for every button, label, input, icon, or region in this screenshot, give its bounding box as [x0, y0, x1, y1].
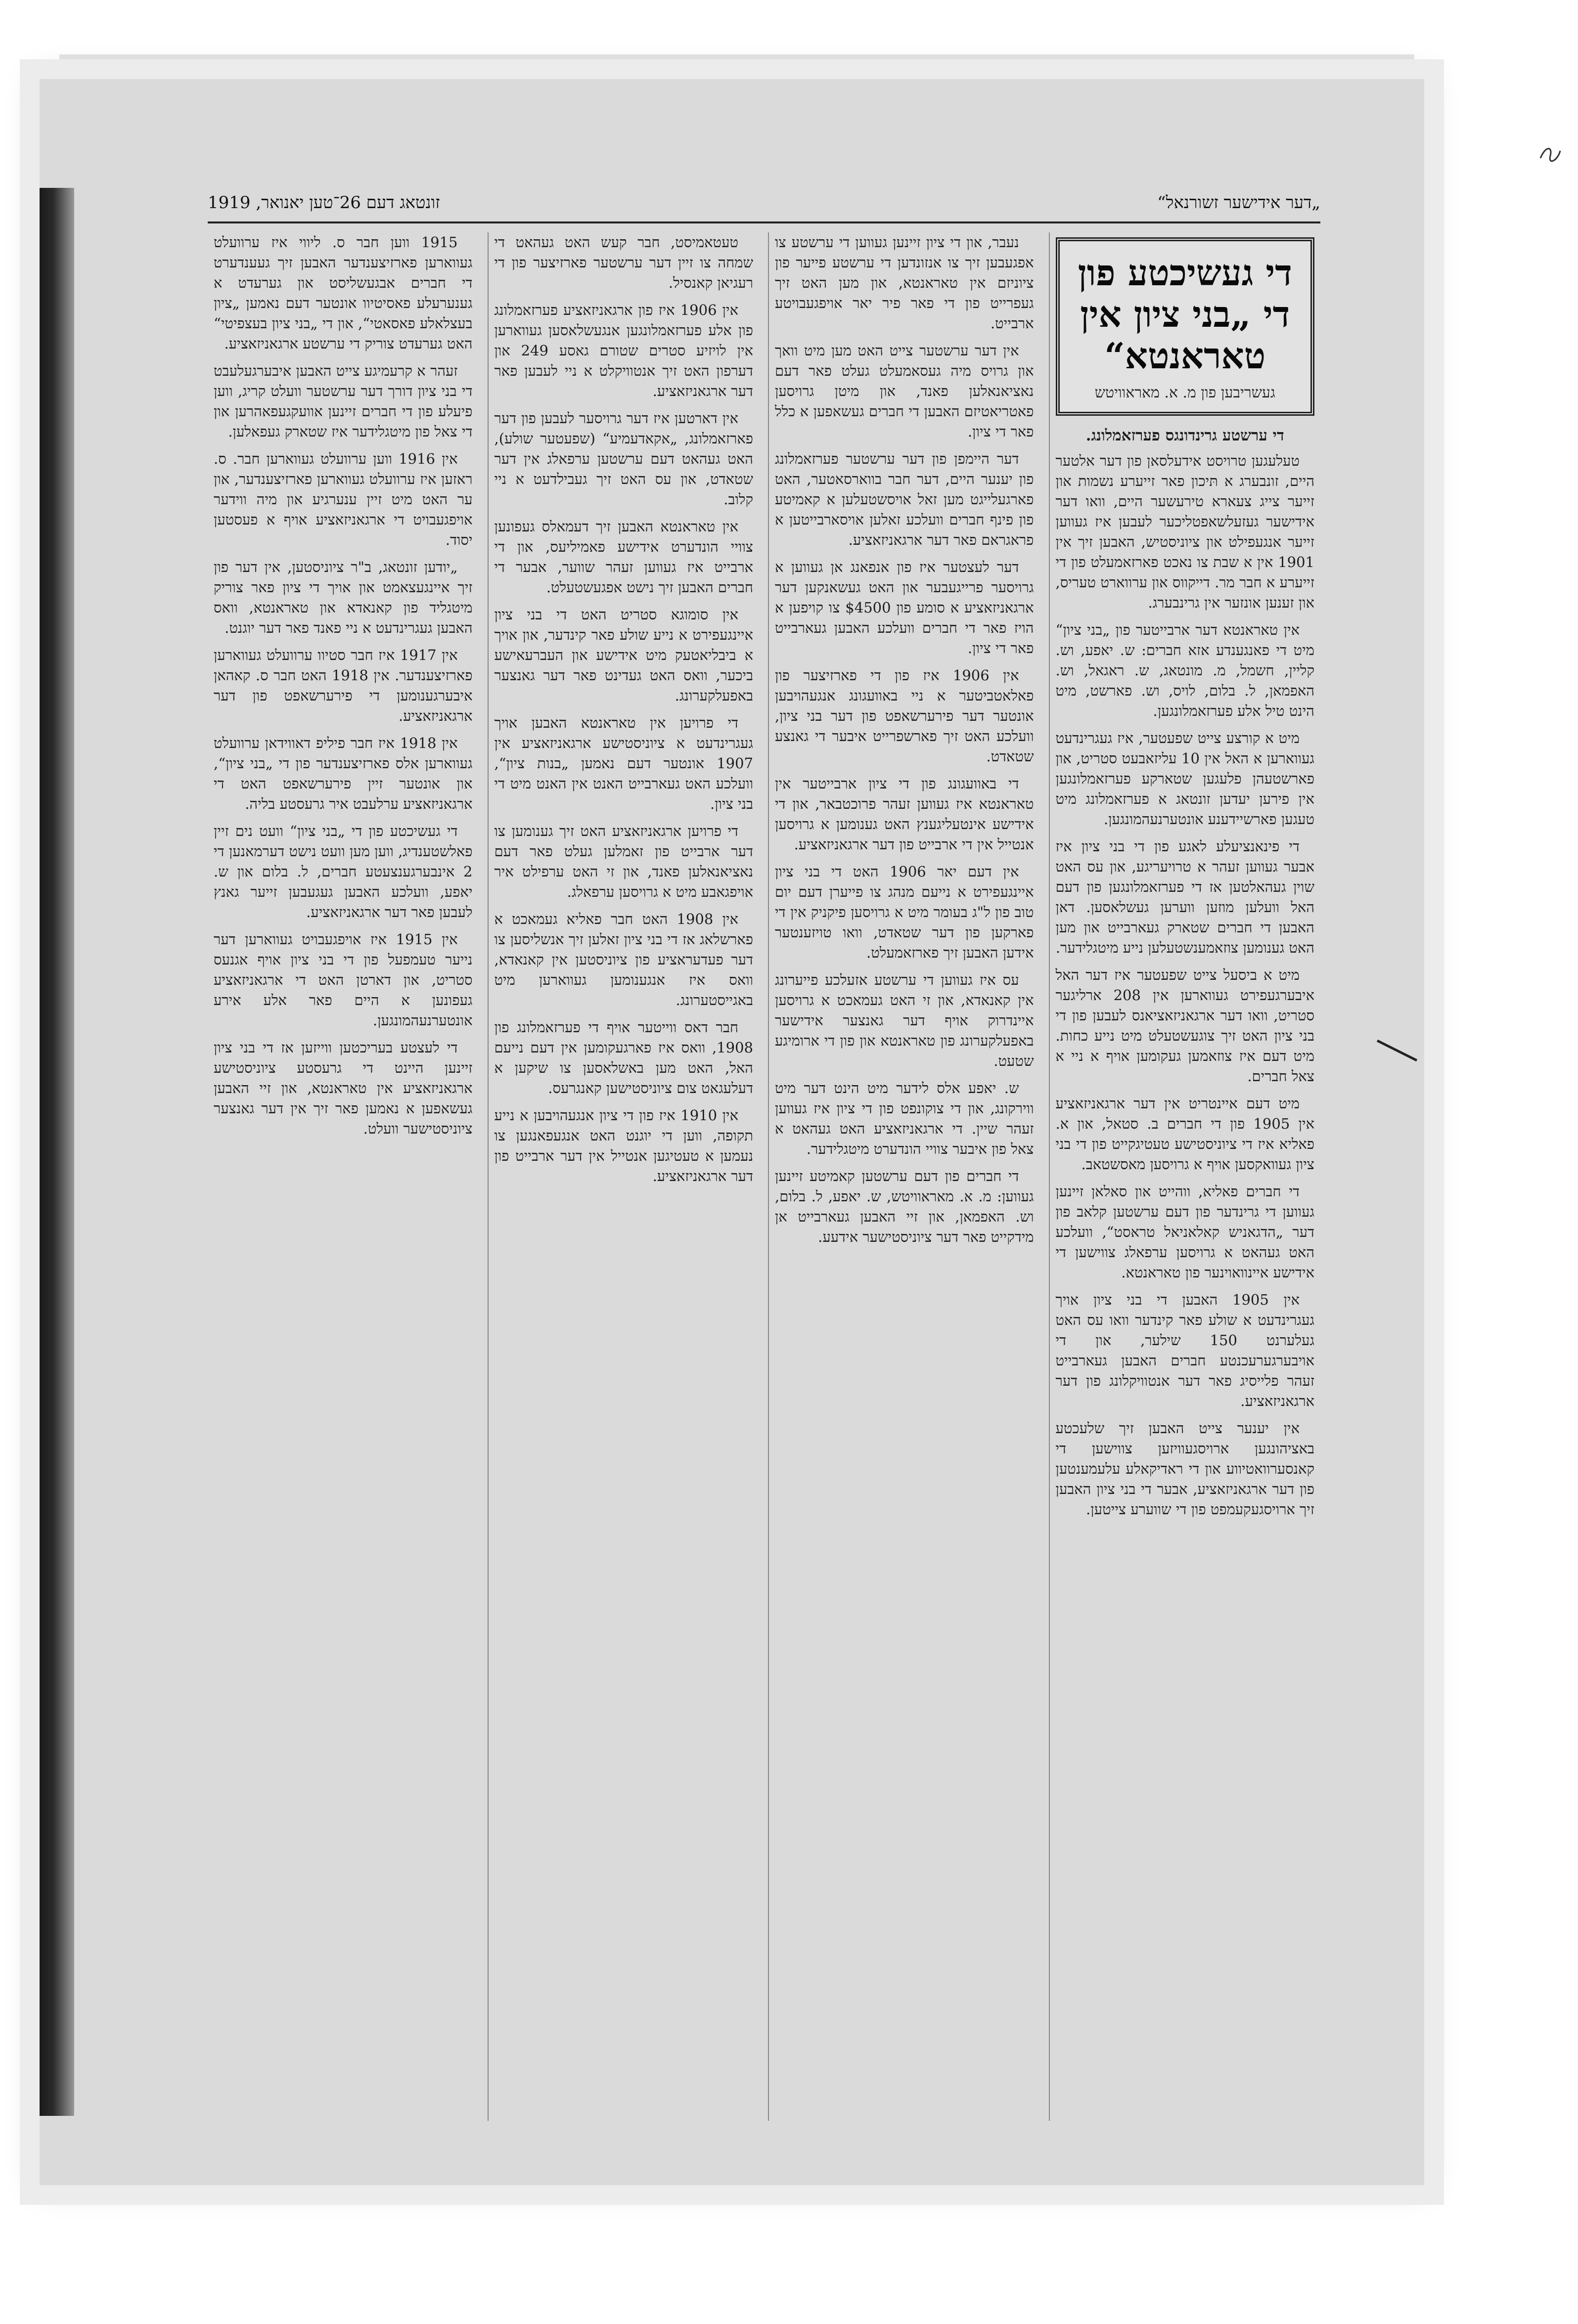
paragraph: אין יענער צייט האבען זיך שלעכטע באציהונגען ארויסגעוויזען צווישען די קאנסערוואטיווע און די ראדיקאלע עלעמענטען פון דער ארגאניזאציע, אבער די בני ציון האבען זיך ארויסגעקעמפט פון די שווערע צייטען. [1055, 1420, 1314, 1518]
paragraph: די געשיכטע פון די „בני ציון“ וועט נים זיין פאלשטענדיג, ווען מען וועט נישט דערמאנען די 2 אינבערגענצעטע חברים, ל. בלום און ש. יאפע, וועלכע האבען געגעבען זייער גאנץ לעבען פאר דער ארגאניזאציע. [214, 823, 473, 921]
byline: געשריבען פון מ. א. מאראוויטש [1094, 384, 1275, 401]
paragraph: מיט דעם איינטריט אין דער ארגאניזאציע אין 1905 פון די חברים ב. סטאל, און א. פאליא איז די ציוניסטישע טעטיגקייט פון די בני ציון געוואקסען אויף א גרויסען מאסשטאב. [1055, 1095, 1314, 1173]
paragraph: אין טאראנטא דער ארבייטער פון „בני ציון“ מיט די פאנגענדע אזא חברים: ש. יאפע, וש. קליין, חשמל, מ. מונטאג, ש. ראגאל, וש. האפמאן, ל. בלום, לויס, וש. פארשט, מיט הינט טיל אלע פערזאמלונגען. [1055, 621, 1314, 719]
paragraph: אין 1905 האבען די בני ציון אויך געגרינדעט א שולע פאר קינדער וואו עס האט געלערנט 150 שילער, און די אויבערגערעכנטע חברים האבען געארבייט זעהר פלייסיג פאר דער אנטוויקלונג פון דער ארגאניזאציע. [1055, 1291, 1314, 1409]
headline-box [1056, 237, 1315, 416]
masthead-paper-name: „דער אידישער זשורנאל“ [1157, 193, 1320, 213]
paragraph: זעהר א קרעמיגע צייט האבען איבערגעלעבט די בני ציון דורך דער ערשטער וועלט קריג, ווען פיעלע פון די חברים זיינען אוועקגעפאהרען און די צאל פון מיטגלידער איז שטארק געפאלען. [214, 362, 473, 440]
paragraph: טעלעגען טרויסט אידעלסאן פון דער אלטער היים, זונבערג א תּיכון פאר זייערע נשמות און זייער צייג צעארא טירעשער היים, וואו דער אידישער געזעלשאפטליכער לעבען איז געווען זייער אנגעפילט און ציוניסטיש, האבען זיך אין 1901 אין א שבת צו נאכט פארזאמעלט פון די זייערע א חבר מר. דייקווס און ערווארט טעריס, און זענען אונזער אין גרינבערג. [1055, 452, 1314, 611]
paragraph: אין 1910 איז פון די ציון אנגעהויבען א נייע תקופה, ווען די יוגנט האט אנגעפאנגען צו נעמען א טעטיגען אנטייל אין דער ארבייט פון דער ארגאניזאציע. [494, 1107, 753, 1184]
paragraph: ש. יאפע אלס לידער מיט הינט דער מיט ווירקונג, און די צוקונפט פון די ציון איז געווען זעהר שיין. די ארגאניזאציע האט געהאט א צאל פון איבער צוויי הונדערט מיטגלידער. [775, 1080, 1034, 1157]
paragraph: אין דעם יאר 1906 האט די בני ציון איינגעפירט א נייעם מנהג צו פייערן דעם יום טוב פון ל"ג בעומר מיט א גרויסען פיקניק אין די פארקען פון דער שטאדט, וואו טויזענטער אידען האבען זיך פארזאמעלט. [775, 863, 1034, 961]
paragraph: די לעצטע בעריכטען ווייזען אז די בני ציון זיינען היינט די גרעסטע ציוניסטישע ארגאניזאציע אין טאראנטא, און זיי האבען געשאפען א נאמען פאר זיך אין דער גאנצער ציוניסטישער וועלט. [214, 1039, 473, 1137]
paragraph: אין 1908 האט חבר פאליא געמאכט א פארשלאג אז די בני ציון זאלען זיך אנשליסען צו דער פעדעראציע פון ציוניסטען אין קאנאדא, וואס איז אנגענומען געווארען מיט באגייסטערונג. [494, 911, 753, 1009]
paragraph: אין 1915 איז אויפגעבויט געווארען דער נייער טעמפעל פון די בני ציון אויף אגנעס סטריט, און דארטן האט די ארגאניזאציע געפונען א היים פאר אלע אירע אונטערנעהמונגען. [214, 931, 473, 1029]
binding-shadow [40, 188, 74, 2116]
paragraph: אין 1917 איז חבר סטיוו ערוועלט געווארען פארזיצענדער. אין 1918 האט חבר ס. קאהאן איבערגענומען די פירערשאפט פון דער ארגאניזאציע. [214, 647, 473, 724]
section-subhead: די ערשטע גרינדונגס פערזאמלונג. [1085, 427, 1284, 444]
column-2 [768, 232, 1040, 2121]
paragraph: אין 1916 ווען ערוועלט געווארען חבר. ס. ראזען איז ערוועלט געווארען פארזיצענדער, און ער האט מיט זיין ענערגיע און מיה ווידער אויפגעבויט די ארגאניזאציע אויף א פעסטען יסוד. [214, 450, 473, 548]
paragraph: מיט א קורצע צייט שפעטער, איז געגרינדעט געווארען א האל אין 10 עליזאבעט סטריט, און פארשטעהן פלעגען שטארקע פערזאמלונגען אין פירען יעדען זונטאג א פערזאמלונג מיט טעגען פארשיידענע אונטערנעהמונגען. [1055, 730, 1314, 828]
paragraph: די חברים פאליא, ווהייט און סאלאן זיינען געווען די גרינדער פון דעם ערשטען קלאב פון דער „הדגאניש קאלאניאל טראסט“, וועלכע האט געהאט א גרויסען ערפאלג צווישען די אידישע איינוואוינער פון טאראנטא. [1055, 1183, 1314, 1281]
paragraph: „יודען זונטאג, ב"ר ציוניסטען, אין דער פון זיך איינגעצאמט און אויך די ציון פאר צוריק מיטגליד פון קאנאדא און טאראנטא, וואס האבען געגרינדעט א ניי פאנד פאר דער יוגנט. [214, 559, 473, 636]
paragraph: מיט א ביסעל צייט שפעטער איז דער האל איבערגעפירט געווארען אין 208 ארליגער סטריט, וואו דער ארגאניזאציאנס לעבען פון די בני ציון האט זיך צוגעשטעלט מיט נייע כחות. מיט דעם איז צוזאמען געקומען אויף א ניי א צאל חברים. [1055, 966, 1314, 1085]
paragraph: אין 1918 איז חבר פיליפ דאווידאן ערוועלט געווארען אלס פארזיצענדער פון די „בני ציון“, און אונטער זיין פירערשאפט האט די ארגאניזאציע ערלעבט איר גרעסטע בליה. [214, 735, 473, 812]
paragraph: אין 1906 איז פון ארגאניזאציע פערזאמלונג פון אלע פערזאמלונגען אנגעשלאסען געווארען אין לויזיע סטרים שטורם גאסע 249 און דערפון האט זיך אנטוויקלט א ניי לעבען פאר דער ארגאניזאציע. [494, 302, 753, 399]
paragraph: דער היימפן פון דער ערשטער פערזאמלונג פון יענער היים, דער חבר בווארסאטער, האט פארגעלייגט מען זאל אויסשטעלען א קאמיטע פון פינף חברים וועלכע זאלען אויסארבייטען א פראגראם פאר דער ארגאניזאציע. [775, 450, 1034, 548]
paragraph: אין סומוגא סטריט האט די בני ציון איינגעפירט א נייע שולע פאר קינדער, און אויך א ביבליאטעק מיט אידישע און העברעאישע ביכער, וואס האט געדינט פאר דער גאנצער באפעלקערונג. [494, 606, 753, 704]
paragraph: אין טאראנטא האבען זיך דעמאלס געפונען צוויי הונדערט אידישע פאמיליעס, און די ארבייט איז געווען זעהר שווער, אבער די חברים האבען זיך נישט אפגעשטעלט. [494, 518, 753, 596]
paragraph: אין דער ערשטער צייט האט מען מיט וואך און גרויס מיה געסאמעלט געלט פאר דעם נאציאנאלען פאנד, און מיטן גרויסען פאטריאטיזם האבען די חברים געשאפען א כלל פאר די ציון. [775, 342, 1034, 440]
article-columns [208, 232, 1320, 2121]
column-3 [488, 232, 760, 2121]
column-4 [208, 232, 479, 2121]
paragraph: דער לעצטער איז פון אנפאנג אן געווען א גרויסער פרייגעבער און האט געשאנקען דער ארגאניזאציע א סומע פון $4500 צו קויפען א הויז פאר די חברים וועלכע האבען געארבייט פאר די ציון. [775, 559, 1034, 657]
paragraph: די פינאנציעלע לאגע פון די בני ציון איז אבער געווען זעהר א טרויעריגע, און עס האט שוין געהאלטען אז די פערזאמלונגען פון דעם האל וועלען מוזען ווערען געשלאסען. דאן האבען די חברים שטארק געארבייט און מען האט גענומען צוזאמענשטעלען נייע מיטגלידער. [1055, 838, 1314, 956]
paragraph: אין דארטען איז דער גרויסער לעבען פון דער פארזאמלונג, „אקאדעמיע“ (שפעטער שולע), האט געהאט דעם ערשטען ערפאלג אין דער שטאדט, און עס האט זיך געבילדעט א ניי קלוב. [494, 410, 753, 508]
paragraph: די פרויען אין טאראנטא האבען אויך געגרינדעט א ציוניסטישע ארגאניזאציע אין 1907 אונטער דעם נאמען „בנות ציון“, וועלכע האט געארבייט האנט אין האנט מיט די בני ציון. [494, 714, 753, 812]
paragraph: די פרויען ארגאניזאציע האט זיך גענומען צו דער ארבייט פון זאמלען געלט פאר דעם נאציאנאלען פאנד, און זי האט ערפילט איר אויפגאבע מיט א גרויסען ערפאלג. [494, 823, 753, 900]
masthead [208, 188, 1320, 223]
paragraph: 1915 ווען חבר ס. ליווי איז ערוועלט געווארען פארזיצענדער האבען זיך געענדערט די חברים אבגעשליסט און גערעדט א גענערעלע פאסיטיוו אונטער דעם נאמען „ציון בעצלאלע פאסאטי“, און די „בני ציון בעצפיטי“ האט גערעדט צוריק די ערשטע ארגאניזאציע. [214, 234, 473, 352]
headline-line-1: די געשיכטע פון די „בני ציון אין [1078, 252, 1292, 335]
stray-pen-stroke-icon [1375, 1038, 1419, 1063]
paragraph: עס איז געווען די ערשטע אזעלכע פייערונג אין קאנאדא, און זי האט געמאכט א גרויסען איינדרוק אויף דער גאנצער אידישער באפעלקערונג פון טאראנטא און פון די ארומיגע שטעט. [775, 971, 1034, 1069]
paragraph: אין 1906 איז פון די פארזיצער פון פאלאטביטער א ניי באוועגונג אנגעהויבען אונטער דער פירערשאפט פון דער בני ציון, וועלכע האט זיך פארשפרייט איבער די גאנצע שטאדט. [775, 667, 1034, 765]
masthead-date: זונטאג דעם 26־טען יאנואר, 1919 [208, 193, 440, 213]
paragraph: חבר דאס ווייטער אויף די פערזאמלונג פון 1908, וואס איז פארגעקומען אין דעם נייעם האל, האט מען באשלאסען צו שיקען א דעלעגאט צום ציוניסטישען קאנגרעס. [494, 1019, 753, 1096]
paragraph: די חברים פון דעם ערשטען קאמיטע זיינען געווען: מ. א. מאראוויטש, ש. יאפע, ל. בלום, וש. האפמאן, און זיי האבען געארבייט אן מידקייט פאר דער ציוניסטישער אידעע. [775, 1168, 1034, 1245]
paragraph: טעטאמיסט, חבר קעש האט געהאט די שמחה צו זיין דער ערשטער פארזיצער פון די רעגיאן קאנסיל. [494, 234, 753, 291]
headline-line-2: טאראנטא“ [1104, 335, 1266, 377]
pen-mark-icon [1538, 143, 1563, 163]
paragraph: די באוועגונג פון די ציון ארבייטער אין טאראנטא איז געווען זעהר פרוכטבאר, און די אידישע אינטעליגענץ האט גענומען א גרויסען אנטייל אין די ארבייט פון דער ארגאניזאציע. [775, 775, 1034, 853]
column-1 [1049, 232, 1321, 2121]
paragraph: נעבר, און די ציון זיינען געווען די ערשטע צו אפגעבען זיך צו אנזונדען די ערשטע פייער פון ציוניזם אין טאראנטא, און מען האט זיך געפרייט פון די פאר פיר יאר אויפגעבויטע ארבייט. [775, 234, 1034, 332]
